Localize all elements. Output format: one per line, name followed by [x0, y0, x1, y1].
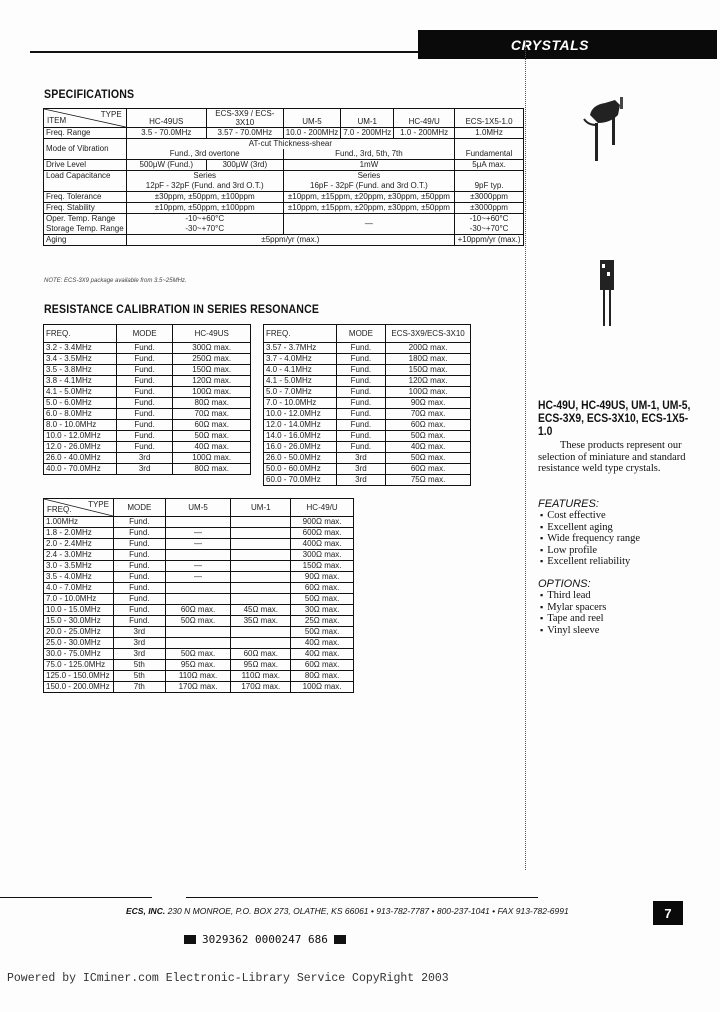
col-um1: UM-1: [341, 109, 394, 128]
page-number: 7: [653, 901, 683, 925]
header-hc49us: HC-49US: [173, 325, 251, 343]
resistance-table-ecs3x9: [263, 324, 471, 486]
cell: ±30ppm, ±50ppm, ±100ppm: [126, 192, 283, 203]
col-ecs1x5: ECS-1X5-1.0: [455, 109, 524, 128]
table-cell: 26.0 - 40.0MHz: [44, 453, 117, 464]
table-cell: 4.0 - 4.1MHz: [264, 365, 337, 376]
cell: 3.5 - 70.0MHz: [126, 128, 206, 139]
table-cell: [231, 638, 291, 649]
table-cell: 100Ω max.: [291, 682, 354, 693]
table-cell: [165, 627, 231, 638]
table-row: [44, 376, 251, 387]
table-cell: 150.0 - 200.0MHz: [44, 682, 114, 693]
header-freq: FREQ.: [264, 325, 337, 343]
feature-item: ▪ Excellent reliability: [540, 556, 640, 568]
barcode-block-left: [184, 935, 196, 944]
table-cell: 50Ω max.: [291, 627, 354, 638]
barcode-block-right: [334, 935, 346, 944]
table-cell: 40Ω max.: [386, 442, 471, 453]
cell: 500μW (Fund.): [126, 160, 206, 171]
table-cell: [165, 638, 231, 649]
table-cell: Fund.: [336, 420, 385, 431]
table-cell: 2.4 - 3.0MHz: [44, 550, 114, 561]
table-row: [44, 365, 251, 376]
table-cell: 25.0 - 30.0MHz: [44, 638, 114, 649]
table-cell: 60Ω max.: [291, 583, 354, 594]
table-cell: [231, 550, 291, 561]
table-cell: 300Ω max.: [173, 343, 251, 354]
table-row: [264, 409, 471, 420]
table-cell: 15.0 - 30.0MHz: [44, 616, 114, 627]
table-cell: 40Ω max.: [291, 638, 354, 649]
row-label-tolerance: Freq. Tolerance: [44, 192, 127, 203]
table-cell: Fund.: [116, 420, 173, 431]
table-cell: 10.0 - 12.0MHz: [44, 431, 117, 442]
table-cell: 3rd: [336, 475, 385, 486]
table-row: [264, 365, 471, 376]
table-cell: 110Ω max.: [165, 671, 231, 682]
row-label-drive: Drive Level: [44, 160, 127, 171]
specifications-title: SPECIFICATIONS: [44, 87, 135, 101]
col-hc49us: HC-49US: [126, 109, 206, 128]
table-cell: 3rd: [113, 649, 165, 660]
table-cell: 80Ω max.: [173, 398, 251, 409]
row-label-oper-temp: Oper. Temp. Range: [44, 214, 127, 225]
table-cell: 3.8 - 4.1MHz: [44, 376, 117, 387]
table-cell: 3.7 - 4.0MHz: [264, 354, 337, 365]
table-cell: 75Ω max.: [386, 475, 471, 486]
table-cell: Fund.: [336, 376, 385, 387]
table-cell: 10.0 - 15.0MHz: [44, 605, 114, 616]
header-um5: UM-5: [165, 499, 231, 517]
table-cell: 50Ω max.: [165, 616, 231, 627]
table-cell: Fund.: [113, 616, 165, 627]
table-row: [44, 605, 354, 616]
table-cell: Fund.: [113, 583, 165, 594]
table-cell: 50Ω max.: [291, 594, 354, 605]
features-list: [540, 510, 640, 568]
col-um5: UM-5: [283, 109, 340, 128]
table-cell: 1.00MHz: [44, 517, 114, 528]
cell: -30~+70°C: [126, 224, 283, 235]
table-row: [44, 594, 354, 605]
table-cell: Fund.: [113, 539, 165, 550]
table-cell: 5.0 - 6.0MHz: [44, 398, 117, 409]
table-row: [44, 649, 354, 660]
cell: 1.0MHz: [455, 128, 524, 139]
table-cell: Fund.: [116, 354, 173, 365]
table-cell: 26.0 - 50.0MHz: [264, 453, 337, 464]
cell: 300μW (3rd): [206, 160, 283, 171]
row-label-aging: Aging: [44, 235, 127, 246]
table-cell: Fund.: [116, 431, 173, 442]
feature-item: ▪ Cost effective: [540, 510, 640, 522]
table-row: [44, 638, 354, 649]
cell: -10~+60°C: [455, 214, 524, 225]
cell: 9pF typ.: [455, 171, 524, 192]
table-row: [264, 398, 471, 409]
table-cell: 3rd: [336, 464, 385, 475]
table-cell: 200Ω max.: [386, 343, 471, 354]
options-title: OPTIONS:: [538, 578, 591, 590]
table-cell: [231, 583, 291, 594]
header-title: CRYSTALS: [510, 36, 589, 53]
table-cell: 80Ω max.: [173, 464, 251, 475]
crystal-photo-hc49u: [580, 95, 630, 165]
table-row: [44, 464, 251, 475]
table-cell: 12.0 - 14.0MHz: [264, 420, 337, 431]
header-um1: UM-1: [231, 499, 291, 517]
table-row: [44, 343, 251, 354]
table-cell: 150Ω max.: [173, 365, 251, 376]
table-cell: Fund.: [336, 365, 385, 376]
table-row: [264, 431, 471, 442]
table-cell: 4.0 - 7.0MHz: [44, 583, 114, 594]
header-mode: MODE: [113, 499, 165, 517]
cell: 1.0 - 200MHz: [394, 128, 455, 139]
table-cell: 90Ω max.: [291, 572, 354, 583]
table-row: [44, 528, 354, 539]
cell: ±10ppm, ±15ppm, ±20ppm, ±30ppm, ±50ppm: [283, 203, 454, 214]
barcode-line: 3029362 0000247 686: [184, 933, 346, 946]
table-cell: 100Ω max.: [386, 387, 471, 398]
table-row: [44, 453, 251, 464]
table-cell: Fund.: [113, 561, 165, 572]
table-cell: Fund.: [336, 409, 385, 420]
footer-rule-left: [0, 897, 152, 898]
table-cell: 150Ω max.: [386, 365, 471, 376]
footer-address: ECS, INC. 230 N MONROE, P.O. BOX 273, OLATHE, KS 66061 • 913-782-7787 • 800-237-1041 • FAX 913-782-6991: [126, 906, 569, 916]
cell: 16pF - 32pF (Fund. and 3rd O.T.): [283, 181, 454, 192]
table-row: [44, 671, 354, 682]
cell: AT-cut Thickness-shear: [126, 139, 454, 150]
table-cell: Fund.: [113, 605, 165, 616]
header-mode: MODE: [336, 325, 385, 343]
table-cell: 60Ω max.: [231, 649, 291, 660]
table-cell: Fund.: [116, 376, 173, 387]
cell: +10ppm/yr (max.): [455, 235, 524, 246]
table-cell: —: [165, 572, 231, 583]
table-cell: 35Ω max.: [231, 616, 291, 627]
table-cell: —: [165, 539, 231, 550]
cell: —: [283, 214, 454, 235]
table-cell: 150Ω max.: [291, 561, 354, 572]
product-description: These products represent our selection of miniature and standard resistance weld type crystals.: [538, 440, 686, 475]
table-row: [44, 431, 251, 442]
table-cell: [165, 550, 231, 561]
table-row: [44, 409, 251, 420]
specifications-table: [43, 108, 524, 246]
table-cell: 16.0 - 26.0MHz: [264, 442, 337, 453]
table-row: [44, 583, 354, 594]
header-freq: FREQ.: [44, 325, 117, 343]
table-cell: 7.0 - 10.0MHz: [44, 594, 114, 605]
table-cell: Fund.: [116, 442, 173, 453]
table-cell: Fund.: [336, 442, 385, 453]
table-cell: 40.0 - 70.0MHz: [44, 464, 117, 475]
col-ecs3x9: ECS-3X9 / ECS-3X10: [206, 109, 283, 128]
product-heading: HC-49U, HC-49US, UM-1, UM-5, ECS-3X9, ECS-3X10, ECS-1X5-1.0: [538, 400, 691, 438]
table-row: [44, 682, 354, 693]
cell: Fundamental: [455, 139, 524, 160]
table-cell: 4.1 - 5.0MHz: [264, 376, 337, 387]
table-cell: 60Ω max.: [386, 420, 471, 431]
table-cell: Fund.: [116, 387, 173, 398]
table-cell: [231, 572, 291, 583]
table-cell: [165, 594, 231, 605]
cell: ±3000ppm: [455, 192, 524, 203]
table-cell: 3rd: [116, 464, 173, 475]
cell: Series: [283, 171, 454, 182]
table-cell: [165, 583, 231, 594]
table-cell: 60Ω max.: [173, 420, 251, 431]
table-cell: Fund.: [116, 409, 173, 420]
table-row: [264, 387, 471, 398]
spec-note: NOTE: ECS-3X9 package available from 3.5~25MHz.: [44, 278, 187, 284]
table-cell: 70Ω max.: [386, 409, 471, 420]
table-cell: 1.8 - 2.0MHz: [44, 528, 114, 539]
feature-item: ▪ Wide frequency range: [540, 533, 640, 545]
table-cell: 300Ω max.: [291, 550, 354, 561]
table-row: [44, 550, 354, 561]
table-row: [264, 475, 471, 486]
table-cell: 60Ω max.: [386, 464, 471, 475]
table-cell: 170Ω max.: [165, 682, 231, 693]
cell: 3.57 - 70.0MHz: [206, 128, 283, 139]
cell: Fund., 3rd, 5th, 7th: [283, 149, 454, 160]
table-cell: 400Ω max.: [291, 539, 354, 550]
table-cell: 2.0 - 2.4MHz: [44, 539, 114, 550]
table-cell: 12.0 - 26.0MHz: [44, 442, 117, 453]
table-row: [44, 398, 251, 409]
table-cell: 10.0 - 12.0MHz: [264, 409, 337, 420]
table-cell: 5.0 - 7.0MHz: [264, 387, 337, 398]
table-cell: 100Ω max.: [173, 387, 251, 398]
table-cell: 40Ω max.: [291, 649, 354, 660]
table-cell: 30.0 - 75.0MHz: [44, 649, 114, 660]
header-mode: MODE: [116, 325, 173, 343]
header-ecs3x9: ECS-3X9/ECS-3X10: [386, 325, 471, 343]
table-cell: 180Ω max.: [386, 354, 471, 365]
resistance-table-um: [43, 498, 354, 693]
table-cell: 3rd: [336, 453, 385, 464]
table-cell: [231, 561, 291, 572]
table-cell: 5th: [113, 660, 165, 671]
table-cell: 50Ω max.: [173, 431, 251, 442]
features-title: FEATURES:: [538, 498, 599, 510]
table-cell: 3.4 - 3.5MHz: [44, 354, 117, 365]
cell: Series: [126, 171, 283, 182]
table-cell: Fund.: [336, 354, 385, 365]
cell: ±10ppm, ±50ppm, ±100ppm: [126, 203, 283, 214]
table-cell: 6.0 - 8.0MHz: [44, 409, 117, 420]
table-cell: 95Ω max.: [165, 660, 231, 671]
column-divider: [525, 40, 526, 870]
cell: ±5ppm/yr (max.): [126, 235, 454, 246]
table-cell: 3.5 - 4.0MHz: [44, 572, 114, 583]
cell: ±3000ppm: [455, 203, 524, 214]
table-cell: 7th: [113, 682, 165, 693]
crystal-photo-hc49us: [597, 258, 617, 328]
table-row: [44, 572, 354, 583]
row-label-freq-range: Freq. Range: [44, 128, 127, 139]
table-cell: [231, 594, 291, 605]
table-cell: 90Ω max.: [386, 398, 471, 409]
table-row: [264, 464, 471, 475]
row-label-stability: Freq. Stability: [44, 203, 127, 214]
type-item-corner: TYPE ITEM: [44, 109, 127, 128]
table-cell: Fund.: [113, 528, 165, 539]
table-cell: Fund.: [336, 343, 385, 354]
table-cell: 50Ω max.: [165, 649, 231, 660]
table-cell: 40Ω max.: [173, 442, 251, 453]
table-cell: 250Ω max.: [173, 354, 251, 365]
table-row: [264, 442, 471, 453]
footer-rule-right: [186, 897, 538, 898]
table-cell: [231, 528, 291, 539]
table-cell: Fund.: [113, 572, 165, 583]
option-item: ▪ Vinyl sleeve: [540, 625, 606, 637]
table-cell: 60Ω max.: [165, 605, 231, 616]
table-cell: 900Ω max.: [291, 517, 354, 528]
table-row: [44, 387, 251, 398]
table-cell: Fund.: [336, 431, 385, 442]
table-cell: 20.0 - 25.0MHz: [44, 627, 114, 638]
option-item: ▪ Third lead: [540, 590, 606, 602]
table-row: [44, 561, 354, 572]
table-cell: [231, 517, 291, 528]
table-cell: [231, 539, 291, 550]
table-cell: Fund.: [113, 550, 165, 561]
table-cell: 50.0 - 60.0MHz: [264, 464, 337, 475]
table-row: [44, 616, 354, 627]
table-row: [44, 442, 251, 453]
table-cell: 100Ω max.: [173, 453, 251, 464]
table-cell: 50Ω max.: [386, 453, 471, 464]
table-cell: —: [165, 528, 231, 539]
table-cell: 3.5 - 3.8MHz: [44, 365, 117, 376]
table-cell: Fund.: [113, 594, 165, 605]
header-hc49u: HC-49/U: [291, 499, 354, 517]
type-freq-corner: TYPE FREQ.: [44, 499, 114, 517]
table-cell: 50Ω max.: [386, 431, 471, 442]
table-cell: Fund.: [336, 387, 385, 398]
table-cell: Fund.: [336, 398, 385, 409]
table-row: [44, 539, 354, 550]
cell: 7.0 - 200MHz: [341, 128, 394, 139]
table-row: [264, 453, 471, 464]
table-cell: 125.0 - 150.0MHz: [44, 671, 114, 682]
option-item: ▪ Tape and reel: [540, 613, 606, 625]
table-row: [44, 517, 354, 528]
table-row: [44, 354, 251, 365]
table-row: [264, 420, 471, 431]
table-row: [264, 343, 471, 354]
table-row: [44, 660, 354, 671]
table-cell: [165, 517, 231, 528]
table-cell: 5th: [113, 671, 165, 682]
table-cell: 8.0 - 10.0MHz: [44, 420, 117, 431]
table-cell: 120Ω max.: [386, 376, 471, 387]
table-cell: 75.0 - 125.0MHz: [44, 660, 114, 671]
table-row: [44, 627, 354, 638]
table-cell: 110Ω max.: [231, 671, 291, 682]
table-cell: 60Ω max.: [291, 660, 354, 671]
resistance-table-hc49us: [43, 324, 251, 475]
table-cell: 170Ω max.: [231, 682, 291, 693]
table-cell: Fund.: [113, 517, 165, 528]
table-cell: —: [165, 561, 231, 572]
table-cell: 3rd: [116, 453, 173, 464]
table-cell: 600Ω max.: [291, 528, 354, 539]
table-cell: 4.1 - 5.0MHz: [44, 387, 117, 398]
options-list: [540, 590, 606, 636]
table-cell: Fund.: [116, 398, 173, 409]
section-header-bar: [418, 30, 717, 59]
feature-item: ▪ Excellent aging: [540, 522, 640, 534]
table-cell: 80Ω max.: [291, 671, 354, 682]
table-cell: 3.0 - 3.5MHz: [44, 561, 114, 572]
cell: ±10ppm, ±15ppm, ±20ppm, ±30ppm, ±50ppm: [283, 192, 454, 203]
row-label-mode: Mode of Vibration: [44, 139, 127, 160]
table-cell: 30Ω max.: [291, 605, 354, 616]
cell: -10~+60°C: [126, 214, 283, 225]
cell: Fund., 3rd overtone: [126, 149, 283, 160]
cell: 5μA max.: [455, 160, 524, 171]
table-row: [264, 376, 471, 387]
table-cell: 60.0 - 70.0MHz: [264, 475, 337, 486]
powered-by-text: Powered by ICminer.com Electronic-Library Service CopyRight 2003: [7, 972, 449, 985]
table-cell: 70Ω max.: [173, 409, 251, 420]
table-cell: [231, 627, 291, 638]
cell: 12pF - 32pF (Fund. and 3rd O.T.): [126, 181, 283, 192]
table-cell: 95Ω max.: [231, 660, 291, 671]
feature-item: ▪ Low profile: [540, 545, 640, 557]
table-cell: Fund.: [116, 343, 173, 354]
table-row: [44, 420, 251, 431]
table-cell: 3rd: [113, 627, 165, 638]
table-cell: 7.0 - 10.0MHz: [264, 398, 337, 409]
table-row: [264, 354, 471, 365]
cell: 1mW: [283, 160, 454, 171]
resistance-title: RESISTANCE CALIBRATION IN SERIES RESONANCE: [44, 302, 320, 316]
table-cell: Fund.: [116, 365, 173, 376]
cell: -30~+70°C: [455, 224, 524, 235]
table-cell: 45Ω max.: [231, 605, 291, 616]
table-cell: 3rd: [113, 638, 165, 649]
table-cell: 3.2 - 3.4MHz: [44, 343, 117, 354]
header-rule: [30, 51, 420, 53]
row-label-load: Load Capacitance: [44, 171, 127, 192]
table-cell: 14.0 - 16.0MHz: [264, 431, 337, 442]
table-cell: 120Ω max.: [173, 376, 251, 387]
table-cell: 25Ω max.: [291, 616, 354, 627]
col-hc49u: HC-49/U: [394, 109, 455, 128]
table-cell: 3.57 - 3.7MHz: [264, 343, 337, 354]
cell: 10.0 - 200MHz: [283, 128, 340, 139]
row-label-storage-temp: Storage Temp. Range: [44, 224, 127, 235]
option-item: ▪ Mylar spacers: [540, 602, 606, 614]
